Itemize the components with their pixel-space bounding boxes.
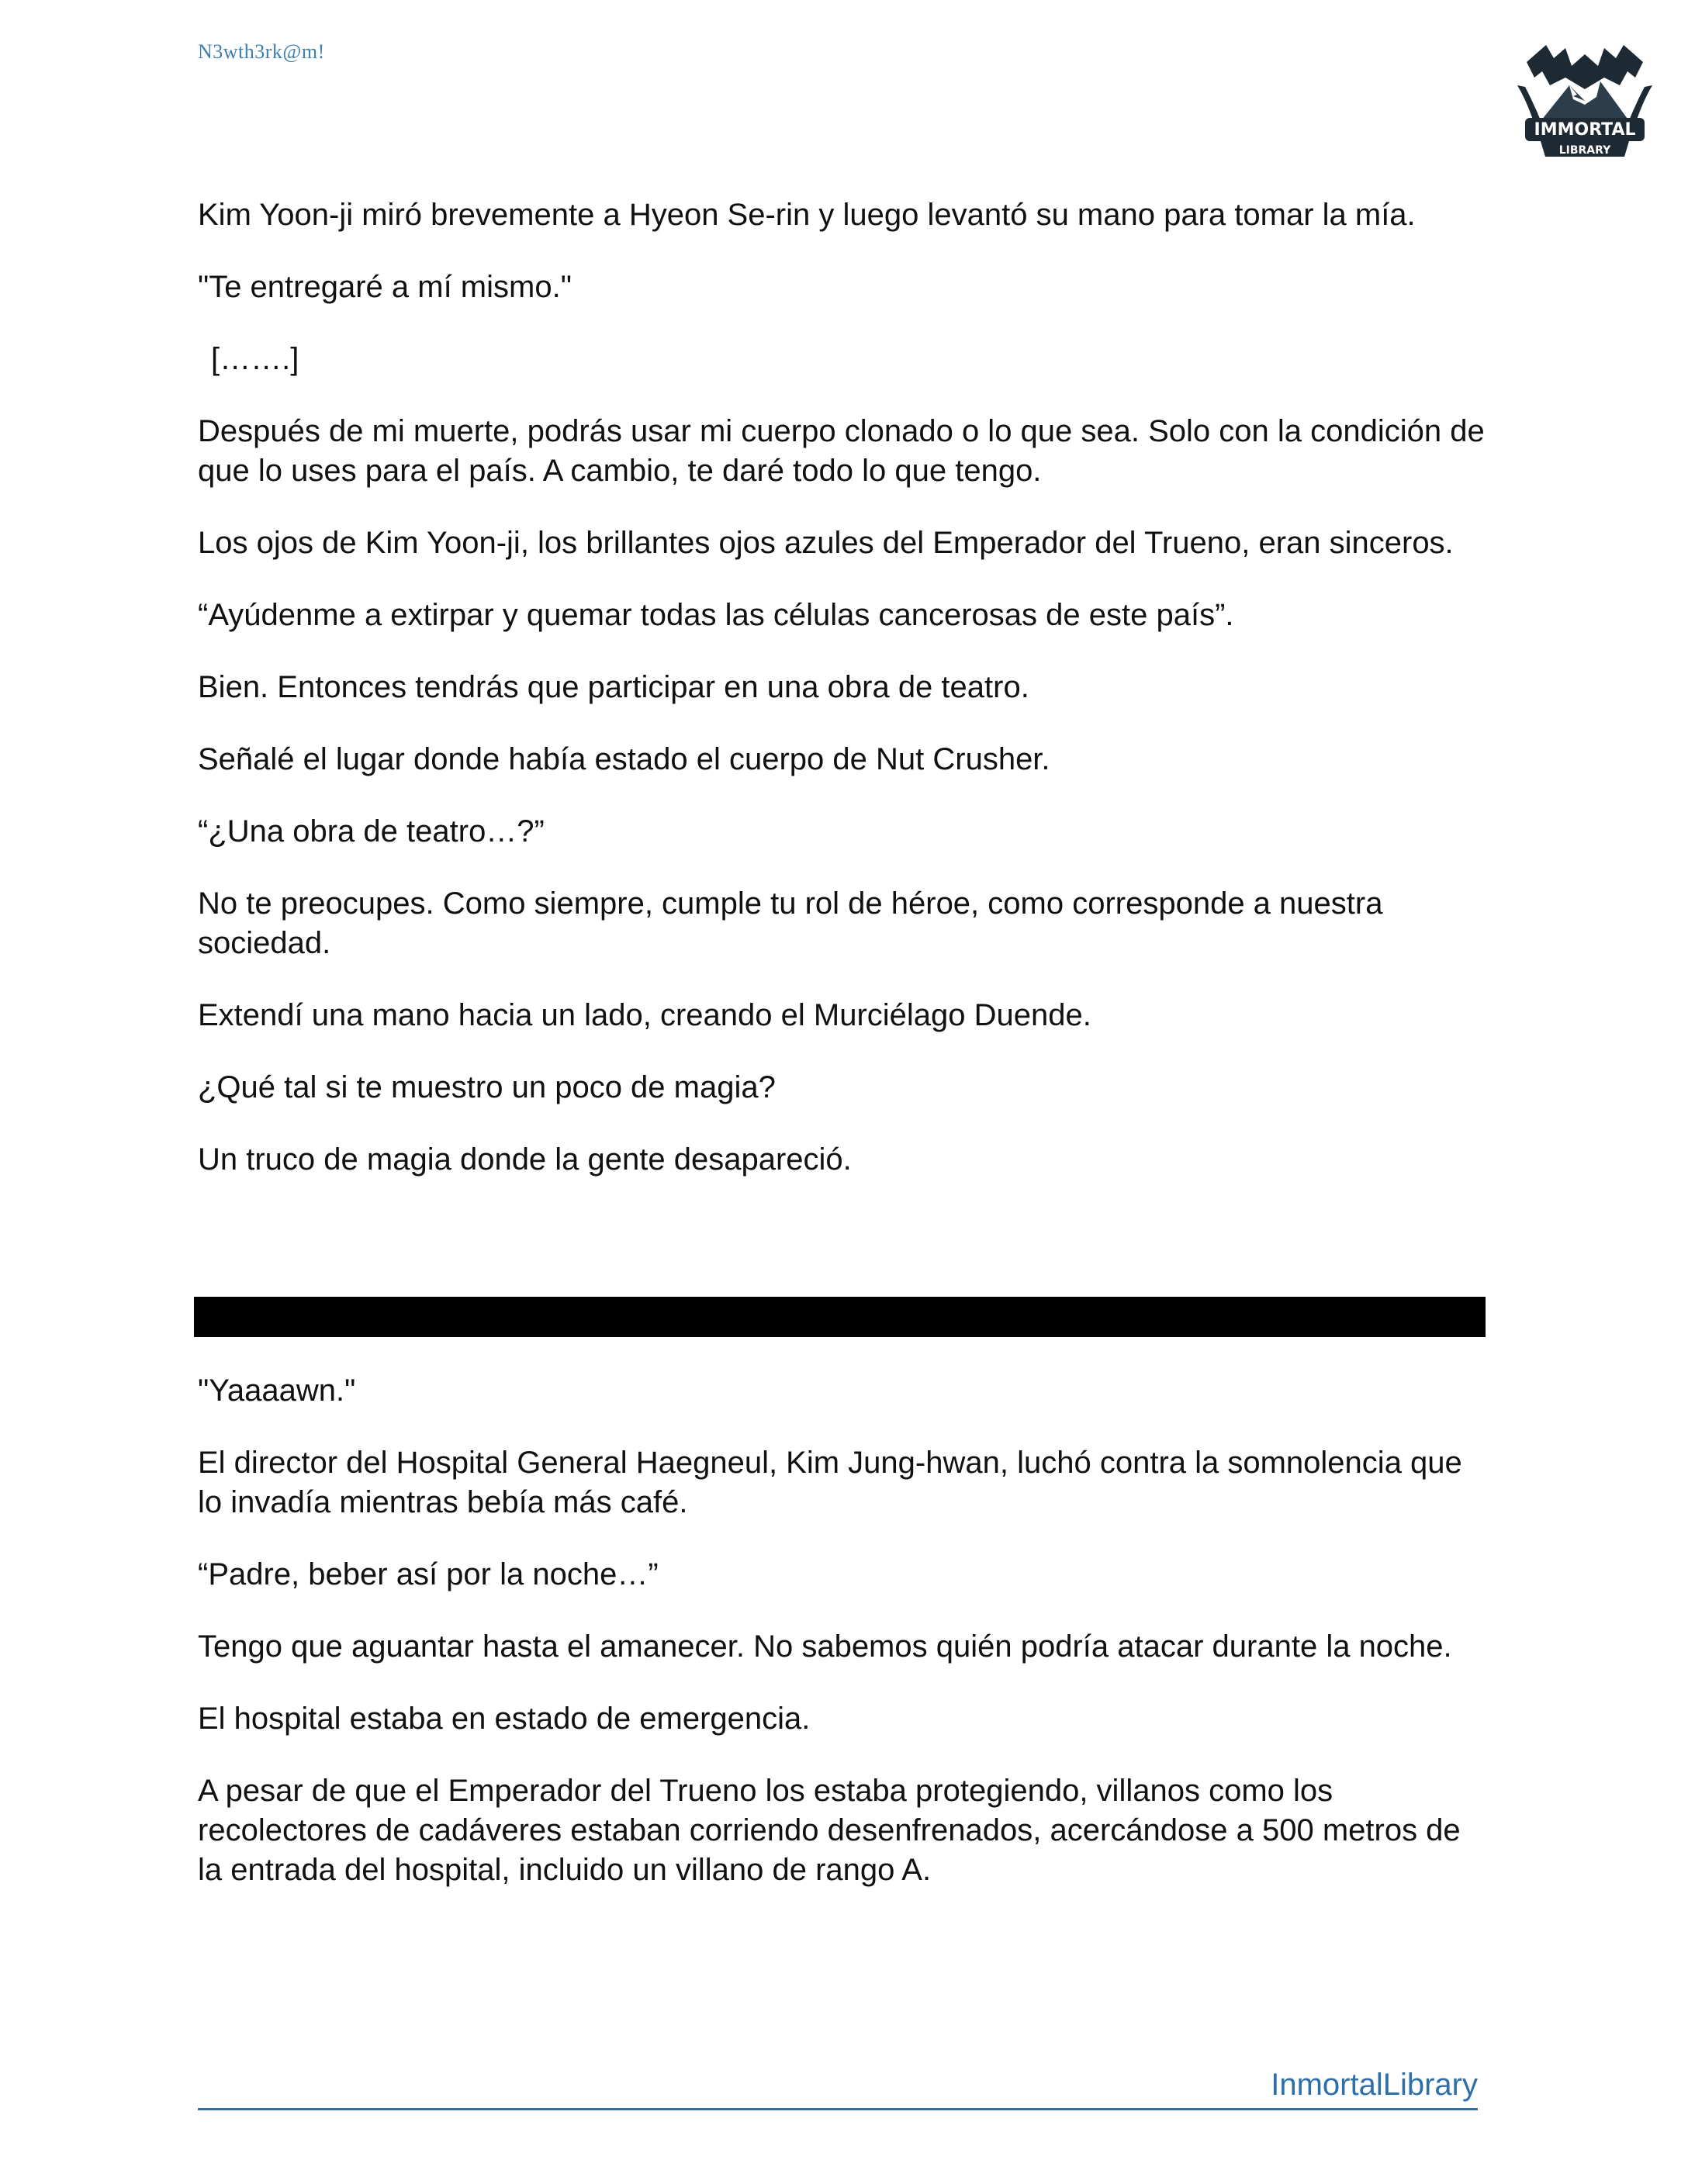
logo-text-bottom: LIBRARY <box>1558 144 1611 157</box>
paragraph: Un truco de magia donde la gente desapareció. <box>198 1142 852 1177</box>
paragraph: Tengo que aguantar hasta el amanecer. No sabemos quién podría atacar durante la noche. <box>198 1629 1452 1664</box>
paragraph: “¿Una obra de teatro…?” <box>198 814 545 848</box>
story-text-top <box>198 195 1493 1212</box>
watermark-text: N3wth3rk@m! <box>198 40 325 63</box>
paragraph: No te preocupes. Como siempre, cumple tu rol de héroe, como corresponde a nuestra sociedad. <box>198 886 1392 960</box>
footer-link[interactable]: InmortalLibrary <box>1271 2068 1478 2102</box>
paragraph: Después de mi muerte, podrás usar mi cuerpo clonado o lo que sea. Solo con la condición de que lo uses para el país. A cambio, te daré todo lo que tengo. <box>198 414 1493 488</box>
paragraph: El director del Hospital General Haegneul, Kim Jung-hwan, luchó contra la somnolencia que lo invadía mientras bebía más café. <box>198 1446 1471 1519</box>
logo-text-top: IMMORTAL <box>1534 120 1636 140</box>
paragraph: “Ayúdenme a extirpar y quemar todas las células cancerosas de este país”. <box>198 598 1234 632</box>
paragraph: ¿Qué tal si te muestro un poco de magia? <box>198 1070 776 1104</box>
paragraph: “Padre, beber así por la noche…” <box>198 1557 659 1591</box>
paragraph: El hospital estaba en estado de emergencia. <box>198 1702 811 1736</box>
paragraph: […….] <box>211 342 299 376</box>
paragraph: "Te entregaré a mí mismo." <box>198 270 572 304</box>
paragraph: Kim Yoon-ji miró brevemente a Hyeon Se-rin y luego levantó su mano para tomar la mía. <box>198 198 1416 232</box>
story-text-bottom <box>198 1371 1486 1923</box>
paragraph: Señalé el lugar donde había estado el cuerpo de Nut Crusher. <box>198 742 1050 776</box>
footer-underline <box>198 2108 1478 2110</box>
paragraph: Los ojos de Kim Yoon-ji, los brillantes ojos azules del Emperador del Trueno, eran sinceros. <box>198 526 1454 560</box>
paragraph: Bien. Entonces tendrás que participar en una obra de teatro. <box>198 670 1029 704</box>
immortal-library-logo <box>1511 31 1659 163</box>
scene-divider-bar <box>194 1297 1486 1337</box>
paragraph: Extendí una mano hacia un lado, creando el Murciélago Duende. <box>198 998 1091 1032</box>
paragraph: "Yaaaawn." <box>198 1374 356 1408</box>
paragraph: A pesar de que el Emperador del Trueno los estaba protegiendo, villanos como los recolectores de cadáveres estaban corriendo desenfrenados, acercándose a 500 metros de la entrada del hospital, incluido un villano de rango A. <box>198 1774 1469 1887</box>
